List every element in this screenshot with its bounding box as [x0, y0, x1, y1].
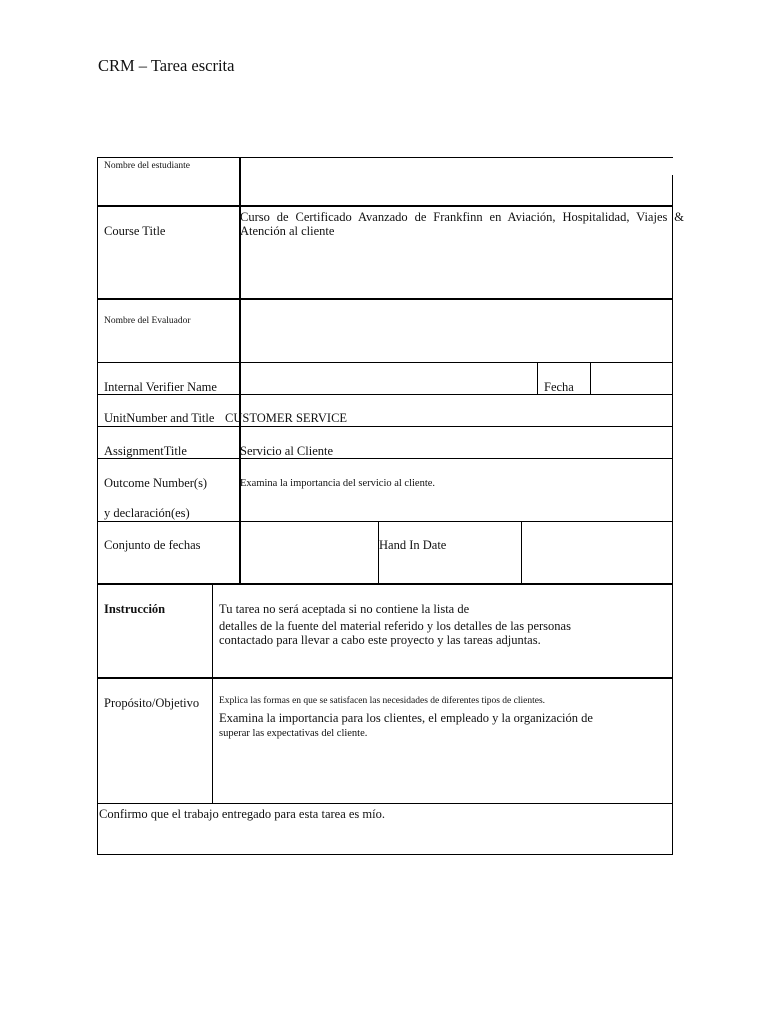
divider: [537, 362, 538, 394]
hand-in-date-label: Hand In Date: [379, 538, 447, 552]
course-title-value: Curso de Certificado Avanzado de Frankfinn en Aviación, Hospitalidad, Viajes & Atención al cliente: [240, 210, 684, 239]
outcome-label-line1: Outcome Number(s): [104, 476, 208, 490]
date-set-label: Conjunto de fechas: [104, 538, 201, 552]
divider: [97, 157, 673, 158]
student-name-label: Nombre del estudiante: [104, 161, 191, 171]
divider: [97, 521, 673, 522]
divider: [97, 205, 673, 207]
divider: [97, 298, 673, 300]
divider: [97, 803, 673, 804]
unit-label: UnitNumber and Title: [104, 411, 215, 425]
assessor-name-label: Nombre del Evaluador: [104, 316, 191, 326]
divider: [97, 854, 673, 855]
divider: [212, 584, 213, 804]
divider: [590, 362, 591, 394]
divider: [521, 521, 522, 584]
unit-value: CUSTOMER SERVICE: [225, 411, 348, 425]
divider: [97, 583, 673, 585]
purpose-line: Explica las formas en que se satisfacen las necesidades de diferentes tipos de clientes.: [219, 696, 546, 706]
outcome-value: Examina la importancia del servicio al cliente.: [240, 478, 436, 489]
assignment-title-label: AssignmentTitle: [104, 444, 187, 458]
instruction-line: contactado para llevar a cabo este proyecto y las tareas adjuntas.: [219, 633, 541, 647]
purpose-label: Propósito/Objetivo: [104, 696, 200, 710]
course-title-label: Course Title: [104, 224, 166, 238]
assignment-title-value: Servicio al Cliente: [240, 444, 334, 458]
date-label: Fecha: [544, 380, 574, 394]
divider: [97, 362, 673, 363]
instruction-line: Tu tarea no será aceptada si no contiene la lista de: [219, 602, 470, 616]
divider: [97, 677, 673, 679]
purpose-line: Examina la importancia para los clientes, el empleado y la organización de: [219, 711, 593, 725]
divider: [672, 175, 673, 855]
divider: [97, 426, 673, 427]
divider: [378, 521, 379, 584]
document-title: CRM – Tarea escrita: [98, 56, 235, 75]
instruction-label: Instrucción: [104, 602, 166, 616]
declaration-text: Confirmo que el trabajo entregado para esta tarea es mío.: [99, 807, 385, 821]
instruction-line: detalles de la fuente del material referido y los detalles de las personas: [219, 619, 571, 633]
internal-verifier-label: Internal Verifier Name: [104, 380, 217, 394]
purpose-line: superar las expectativas del cliente.: [219, 728, 368, 739]
divider: [97, 157, 98, 855]
outcome-label-line2: y declaración(es): [104, 506, 190, 520]
